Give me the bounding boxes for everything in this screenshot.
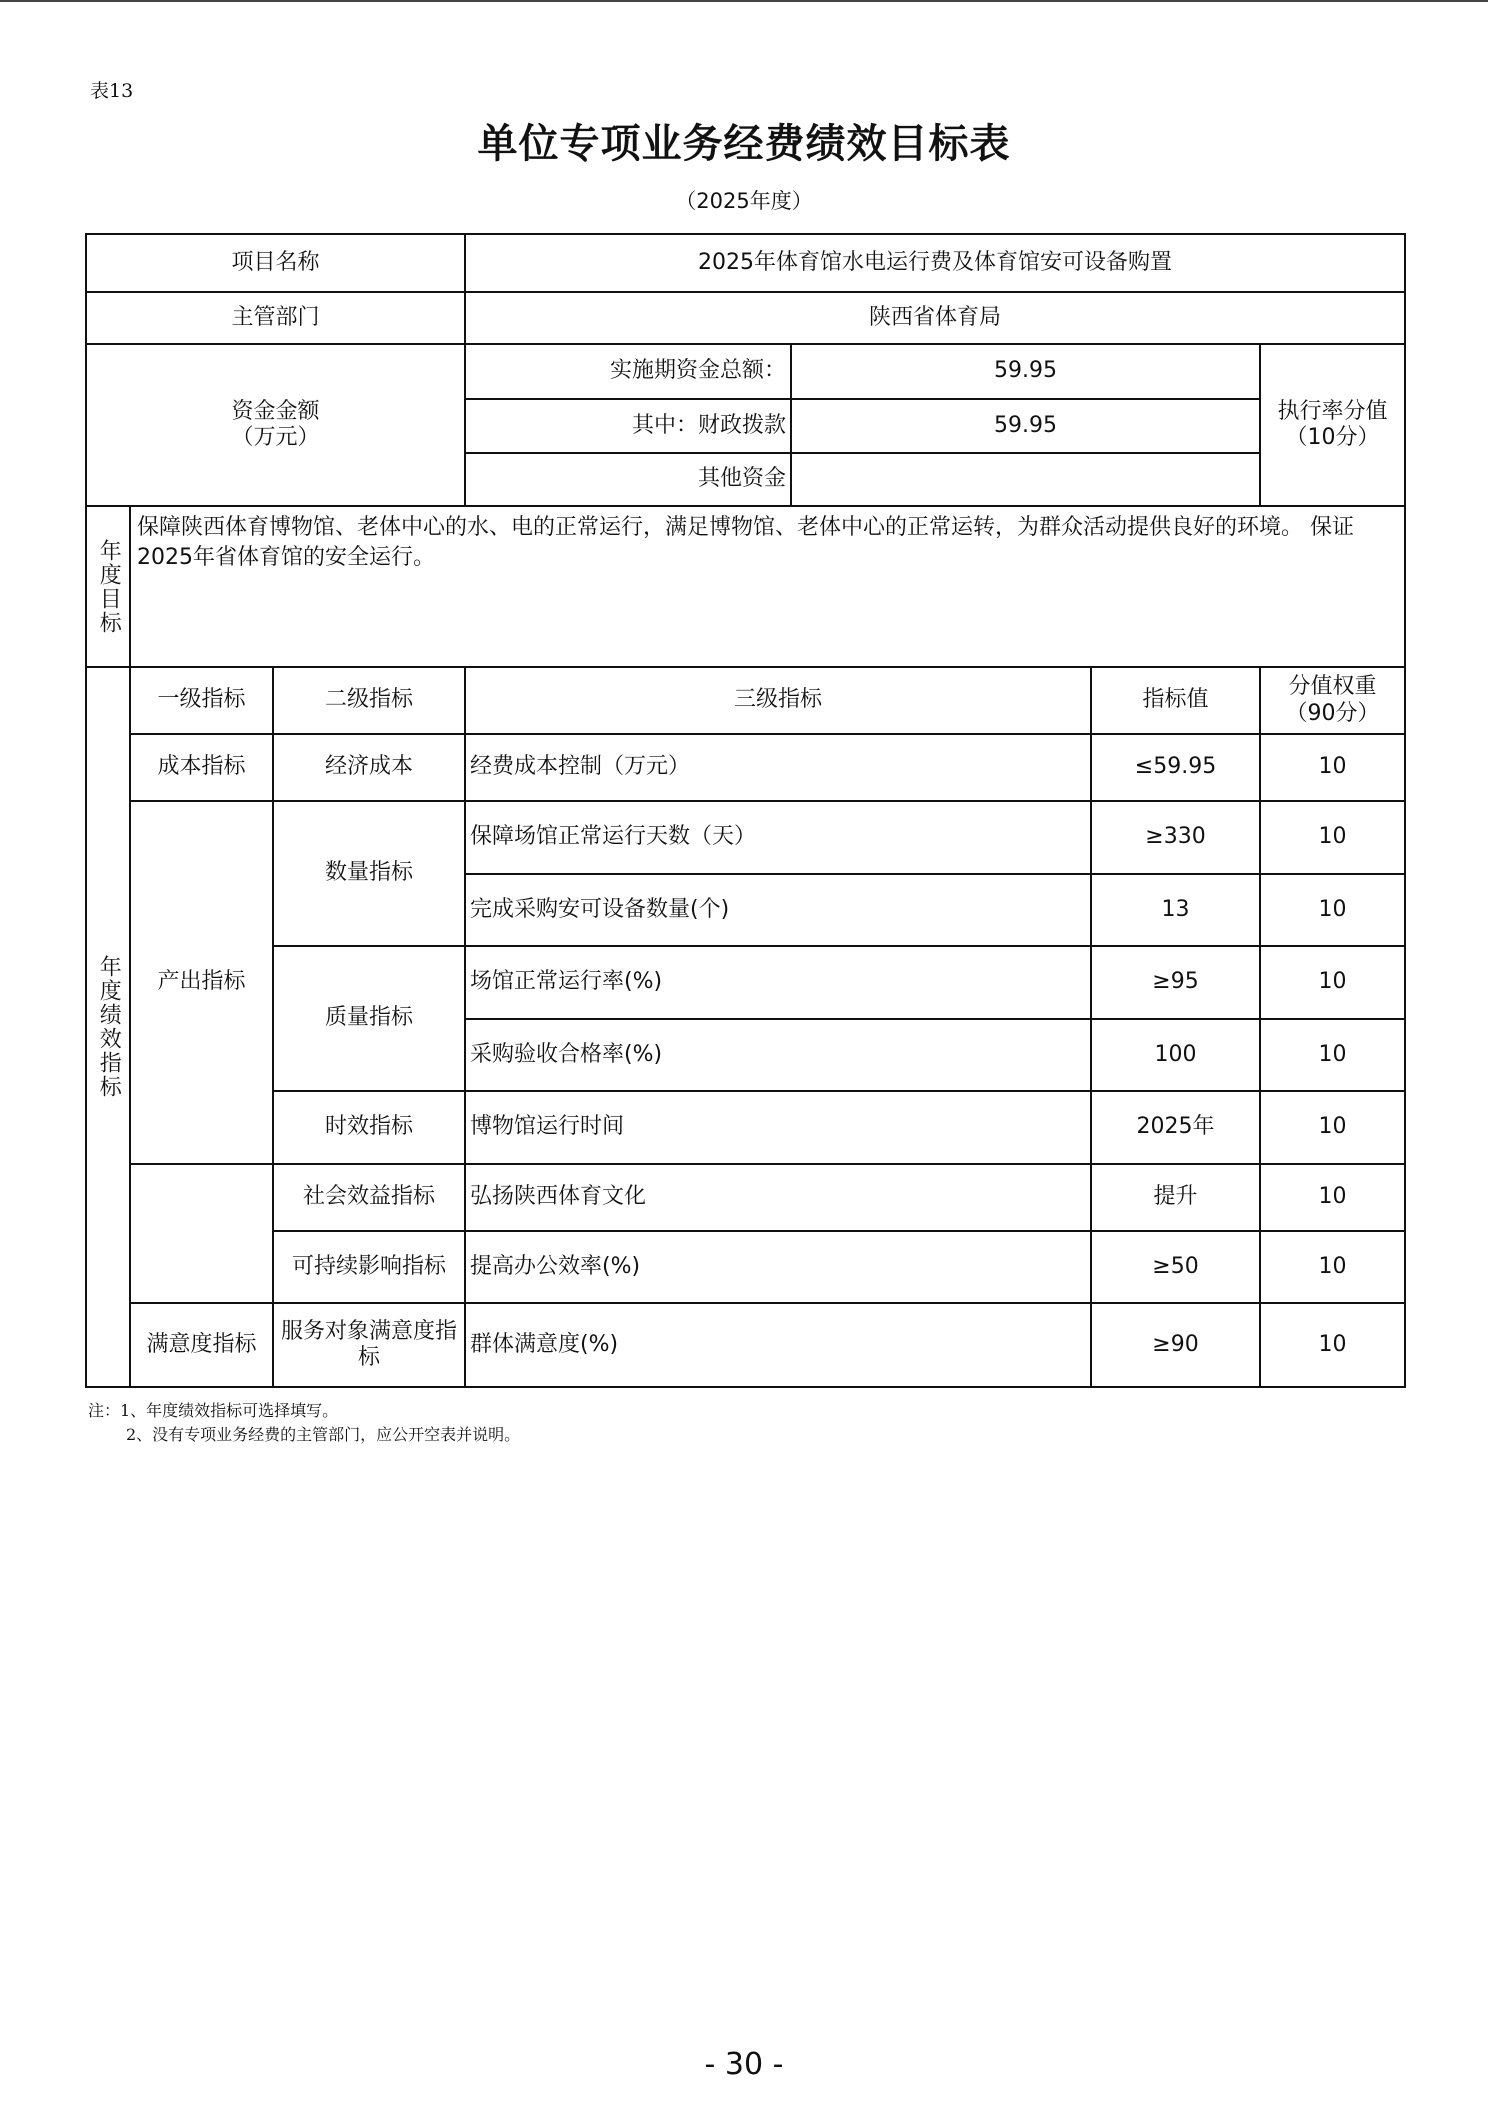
q4-level3: 采购验收合格率(%): [466, 1020, 1092, 1092]
cost-value: ≤59.95: [1092, 735, 1261, 802]
header-weight-line1: 分值权重: [1288, 674, 1377, 700]
project-name-label: 项目名称: [87, 235, 466, 293]
social-level3: 弘扬陕西体育文化: [466, 1165, 1092, 1232]
annual-goal-label: 年度目标: [87, 507, 131, 668]
footnote-2: 2、没有专项业务经费的主管部门，应公开空表并说明。: [126, 1425, 521, 1444]
cost-level2: 经济成本: [274, 735, 466, 802]
funds-label-line1: 资金金额: [231, 398, 320, 424]
header-value: 指标值: [1092, 668, 1261, 735]
exec-rate-line1: 执行率分值: [1277, 398, 1388, 424]
sustain-weight: 10: [1261, 1232, 1406, 1304]
project-name-value: 2025年体育馆水电运行费及体育馆安可设备购置: [466, 235, 1406, 293]
q1-weight: 10: [1261, 802, 1406, 875]
exec-rate-label: [1261, 345, 1406, 507]
header-level3: 三级指标: [466, 668, 1092, 735]
other-funds-value: [792, 454, 1261, 507]
timeliness-weight: 10: [1261, 1092, 1406, 1165]
q2-level3: 完成采购安可设备数量(个): [466, 875, 1092, 947]
page-title: 单位专项业务经费绩效目标表: [477, 121, 1011, 167]
page-number: - 30 -: [704, 2047, 784, 2082]
funds-label-line2: （万元）: [231, 425, 320, 450]
exec-rate-line2: （10分）: [1285, 425, 1380, 450]
header-level2: 二级指标: [274, 668, 466, 735]
q4-value: 100: [1092, 1020, 1261, 1092]
q3-weight: 10: [1261, 947, 1406, 1020]
sustain-value: ≥50: [1092, 1232, 1261, 1304]
timeliness-level3: 博物馆运行时间: [466, 1092, 1092, 1165]
q1-level3: 保障场馆正常运行天数（天）: [466, 802, 1092, 875]
indicators-side-label: 年度绩效指标: [87, 668, 131, 1388]
effect-level1-empty: [131, 1165, 274, 1304]
q2-value: 13: [1092, 875, 1261, 947]
social-weight: 10: [1261, 1165, 1406, 1232]
other-funds-label: 其他资金: [466, 454, 792, 507]
social-value: 提升: [1092, 1165, 1261, 1232]
cost-weight: 10: [1261, 735, 1406, 802]
page-subtitle: （2025年度）: [675, 189, 813, 213]
satisfaction-level1: 满意度指标: [131, 1304, 274, 1388]
satisfaction-level2: 服务对象满意度指标: [274, 1304, 466, 1388]
quantity-level2: 数量指标: [274, 802, 466, 947]
fiscal-funds-value: 59.95: [792, 400, 1261, 454]
q1-value: ≥330: [1092, 802, 1261, 875]
department-label: 主管部门: [87, 293, 466, 345]
annual-goal-text: 保障陕西体育博物馆、老体中心的水、电的正常运行，满足博物馆、老体中心的正常运转，为群众活动提供良好的环境。 保证2025年省体育馆的安全运行。: [131, 507, 1406, 668]
header-weight: [1261, 668, 1406, 735]
q2-weight: 10: [1261, 875, 1406, 947]
satisfaction-value: ≥90: [1092, 1304, 1261, 1388]
quality-level2: 质量指标: [274, 947, 466, 1092]
performance-table: [85, 233, 1406, 1388]
timeliness-level2: 时效指标: [274, 1092, 466, 1165]
footnote-1: 注：1、年度绩效指标可选择填写。: [88, 1401, 339, 1420]
q3-value: ≥95: [1092, 947, 1261, 1020]
sustain-level3: 提高办公效率(%): [466, 1232, 1092, 1304]
department-value: 陕西省体育局: [466, 293, 1406, 345]
funds-label: [87, 345, 466, 507]
header-level1: 一级指标: [131, 668, 274, 735]
total-funds-value: 59.95: [792, 345, 1261, 400]
q3-level3: 场馆正常运行率(%): [466, 947, 1092, 1020]
total-funds-label: 实施期资金总额：: [466, 345, 792, 400]
cost-level3: 经费成本控制（万元）: [466, 735, 1092, 802]
cost-level1: 成本指标: [131, 735, 274, 802]
social-level2: 社会效益指标: [274, 1165, 466, 1232]
timeliness-value: 2025年: [1092, 1092, 1261, 1165]
output-level1: 产出指标: [131, 802, 274, 1165]
footnotes: [88, 1399, 520, 1447]
satisfaction-level3: 群体满意度(%): [466, 1304, 1092, 1388]
header-weight-line2: （90分）: [1285, 700, 1380, 726]
satisfaction-weight: 10: [1261, 1304, 1406, 1388]
table-number: 表13: [90, 80, 134, 102]
q4-weight: 10: [1261, 1020, 1406, 1092]
fiscal-funds-label: 其中：财政拨款: [466, 400, 792, 454]
sustain-level2: 可持续影响指标: [274, 1232, 466, 1304]
